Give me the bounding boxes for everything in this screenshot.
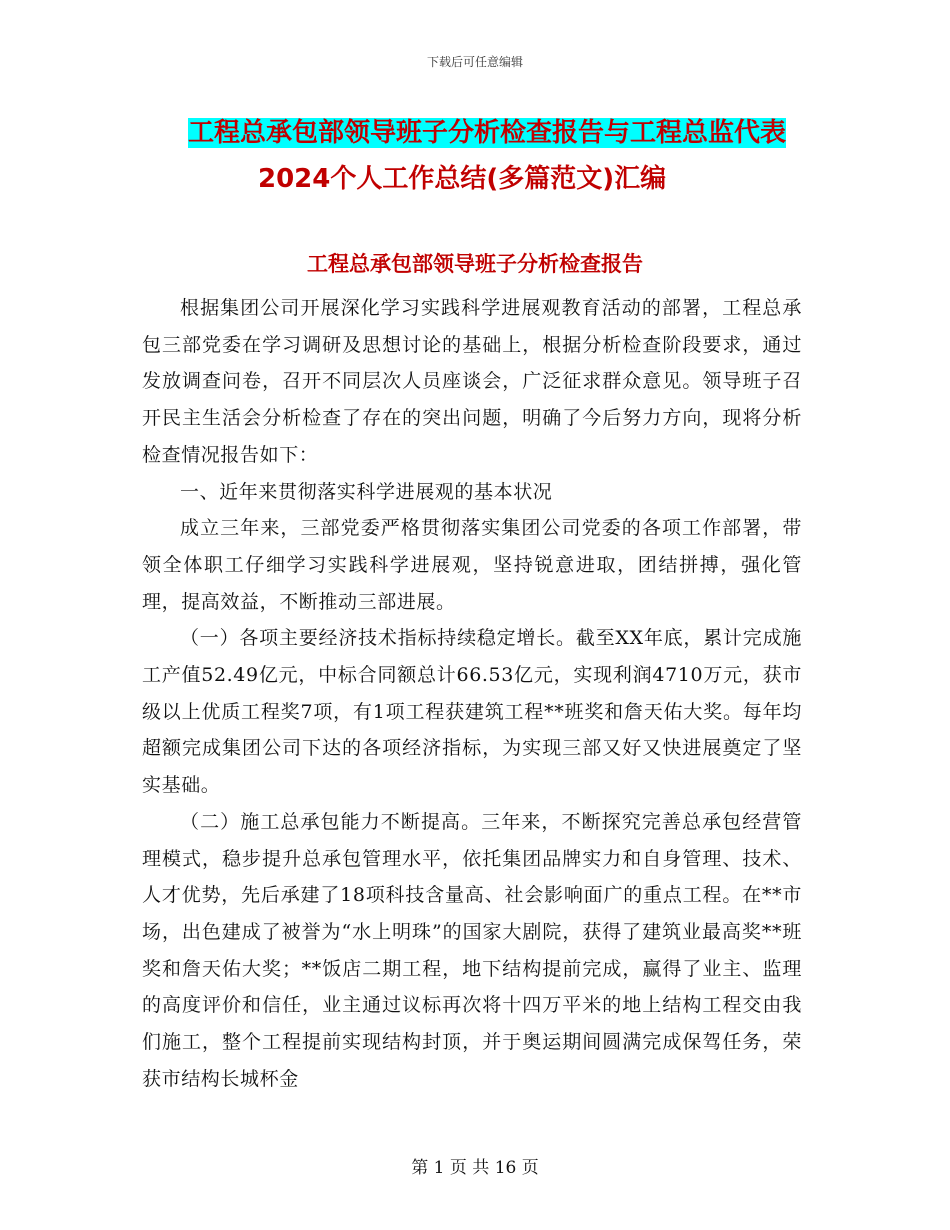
paragraph: 根据集团公司开展深化学习实践科学进展观教育活动的部署，工程总承包三部党委在学习调研及思想讨论的基础上，根据分析检查阶段要求，通过发放调查问卷，召开不同层次人员座谈会，广泛征求群众意见。领导班子召开民主生活会分析检查了存在的突出问题，明确了今后努力方向，现将分析检查情况报告如下：	[142, 297, 802, 466]
paragraph: （二）施工总承包能力不断提高。三年来，不断探究完善总承包经营管理模式，稳步提升总承包管理水平，依托集团品牌实力和自身管理、技术、人才优势，先后承建了18项科技含量高、社会影响面广的重点工程。在**市场，出色建成了被誉为“水上明珠”的国家大剧院，获得了建筑业最高奖**班奖和詹天佑大奖；**饭店二期工程，地下结构提前完成，赢得了业主、监理的高度评价和信任，业主通过议标再次将十四万平米的地上结构工程交由我们施工，整个工程提前实现结构封顶，并于奥运期间圆满完成保驾任务，荣获市结构长城杯金	[142, 810, 802, 1090]
document-title-line-1: 工程总承包部领导班子分析检查报告与工程总监代表	[188, 118, 787, 148]
document-title-line-2: 2024个人工作总结(多篇范文)汇编	[258, 164, 667, 194]
paragraph: 成立三年来，三部党委严格贯彻落实集团公司党委的各项工作部署，带领全体职工仔细学习实践科学进展观，坚持锐意进取，团结拼搏，强化管理，提高效益，不断推动三部进展。	[142, 517, 802, 613]
paragraph: 一、近年来贯彻落实科学进展观的基本状况	[180, 480, 553, 503]
section-title: 工程总承包部领导班子分析检查报告	[307, 252, 643, 276]
header-note: 下载后可任意编辑	[426, 55, 523, 69]
page-footer: 第 1 页 共 16 页	[411, 1158, 539, 1178]
body-text	[142, 290, 802, 1097]
paragraph: （一）各项主要经济技术指标持续稳定增长。截至XX年底，累计完成施工产值52.49亿元，中标合同额总计66.53亿元，实现利润4710万元，获市级以上优质工程奖7项，有1项工程获建筑工程**班奖和詹天佑大奖。每年均超额完成集团公司下达的各项经济指标，为实现三部又好又快进展奠定了坚实基础。	[142, 627, 802, 797]
document-title	[140, 110, 810, 202]
